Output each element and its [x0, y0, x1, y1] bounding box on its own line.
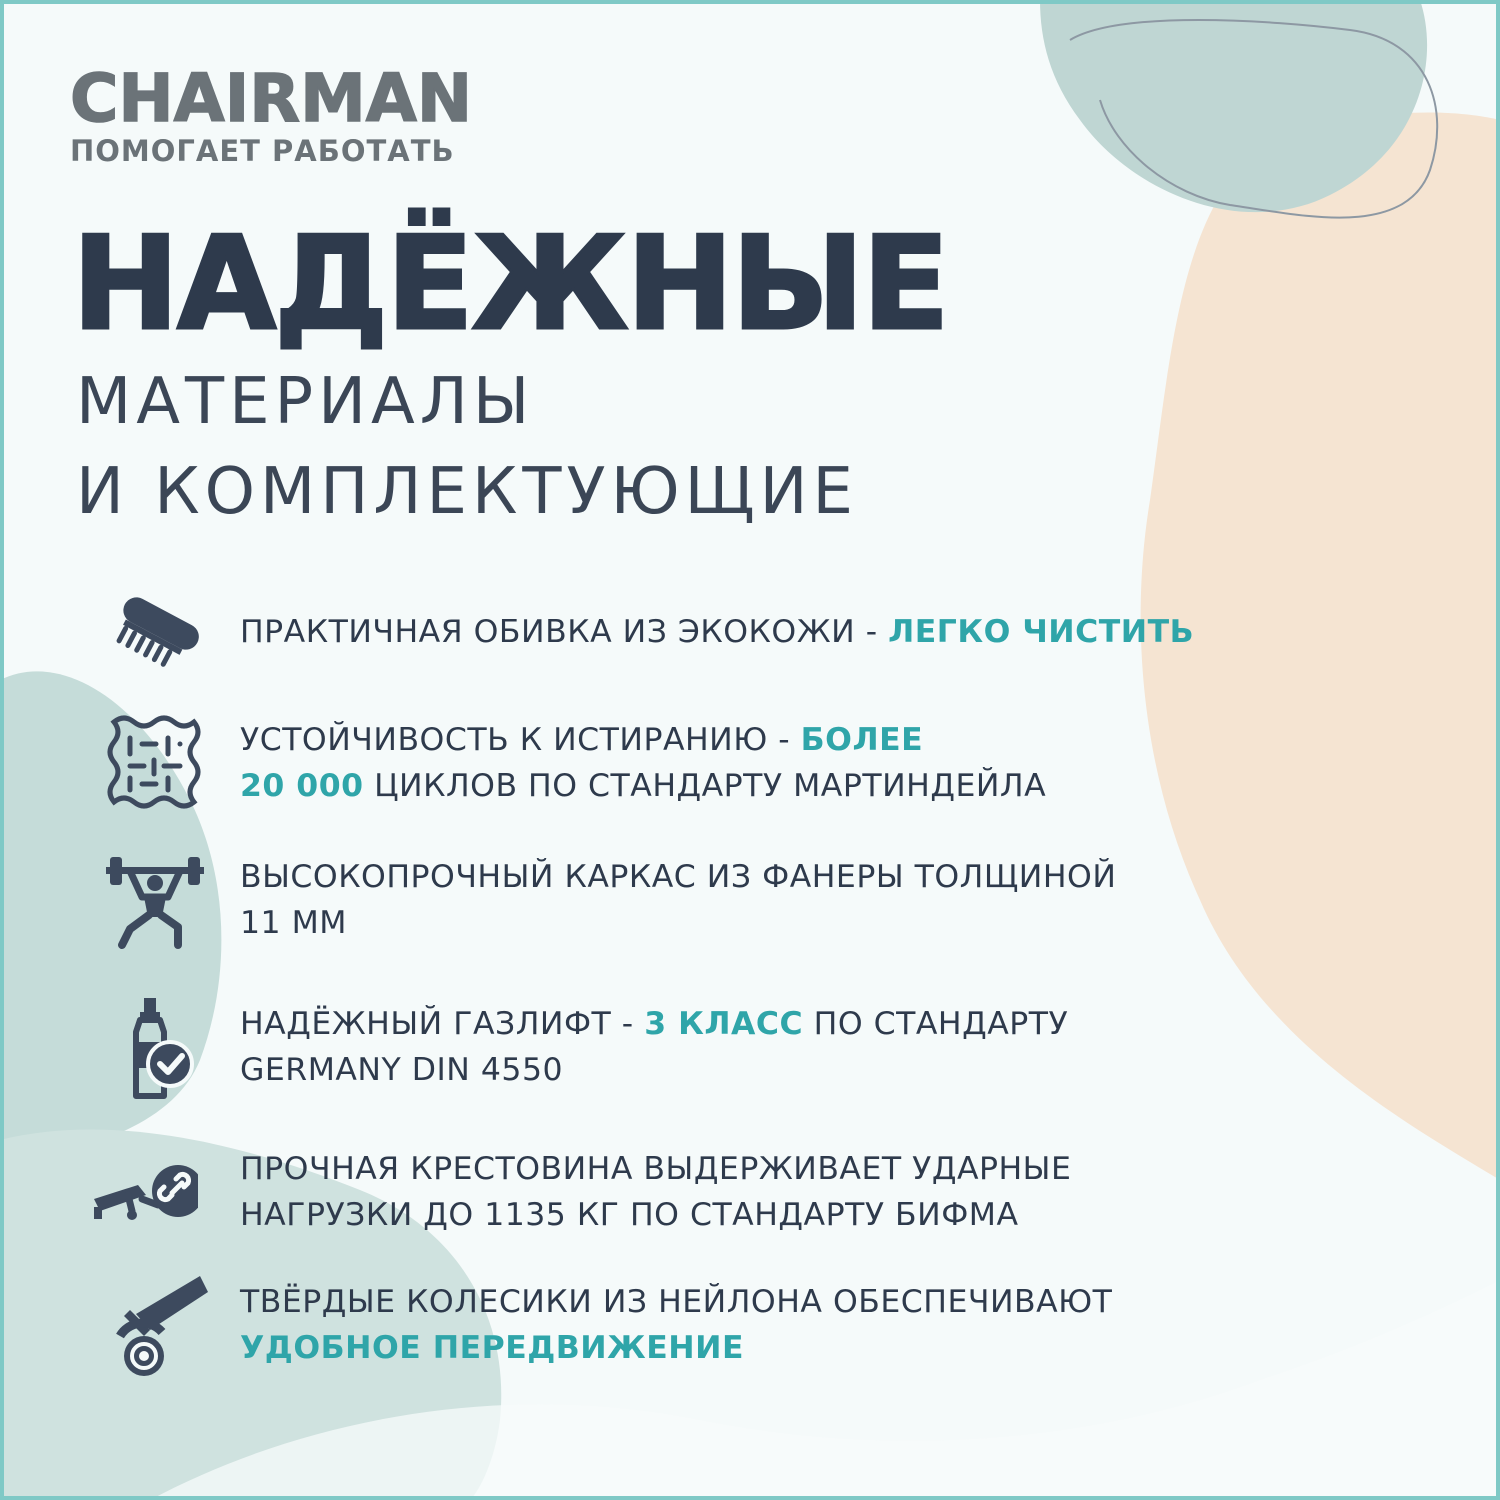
feature-text-part: ПРАКТИЧНАЯ ОБИВКА ИЗ ЭКОКОЖИ - [240, 614, 889, 650]
chair-base-link-icon [88, 1137, 198, 1247]
feature-text-part: УСТОЙЧИВОСТЬ К ИСТИРАНИЮ - [240, 722, 801, 758]
brand-name: CHAIRMAN [70, 60, 473, 137]
feature-highlight: ЛЕГКО ЧИСТИТЬ [888, 614, 1195, 650]
feature-line [240, 1047, 1420, 1093]
feature-text-part: ВЫСОКОПРОЧНЫЙ КАРКАС ИЗ ФАНЕРЫ ТОЛЩИНОЙ [240, 859, 1117, 895]
feature-line [240, 854, 1420, 900]
feature-text [240, 1146, 1420, 1238]
feature-highlight: 3 КЛАСС [644, 1006, 804, 1042]
brush-icon [100, 585, 210, 695]
feature-text [240, 854, 1420, 946]
feature-text [240, 717, 1420, 809]
fabric-texture-icon [100, 708, 210, 818]
feature-text-part: ЦИКЛОВ ПО СТАНДАРТУ МАРТИНДЕЙЛА [363, 768, 1047, 804]
weightlifter-icon [100, 845, 210, 955]
feature-text-part: НАДЁЖНЫЙ ГАЗЛИФТ - [240, 1006, 645, 1042]
feature-highlight: 20 000 [240, 768, 364, 804]
feature-line [240, 1001, 1420, 1047]
feature-line [240, 609, 1420, 655]
feature-text-part: НАГРУЗКИ ДО 1135 КГ ПО СТАНДАРТУ БИФМА [240, 1197, 1019, 1233]
feature-text-part: ПРОЧНАЯ КРЕСТОВИНА ВЫДЕРЖИВАЕТ УДАРНЫЕ [240, 1151, 1072, 1187]
gas-cylinder-check-icon [100, 992, 210, 1102]
feature-line [240, 1325, 1420, 1371]
feature-highlight: УДОБНОЕ ПЕРЕДВИЖЕНИЕ [240, 1330, 744, 1366]
feature-text-part: ПО СТАНДАРТУ [803, 1006, 1069, 1042]
feature-highlight: БОЛЕЕ [800, 722, 924, 758]
feature-line [240, 1146, 1420, 1192]
headline-line-2: МАТЕРИАЛЫ [76, 365, 535, 439]
feature-text [240, 1279, 1420, 1371]
feature-text [240, 1001, 1420, 1093]
feature-line [240, 717, 1420, 763]
feature-text-part: 11 ММ [240, 905, 347, 941]
feature-text-part: ТВЁРДЫЕ КОЛЕСИКИ ИЗ НЕЙЛОНА ОБЕСПЕЧИВАЮТ [240, 1284, 1113, 1320]
feature-text [240, 609, 1420, 655]
feature-line [240, 763, 1420, 809]
caster-wheel-icon [100, 1270, 210, 1380]
feature-text-part: GERMANY DIN 4550 [240, 1052, 564, 1088]
feature-line [240, 1192, 1420, 1238]
headline-main: НАДЁЖНЫЕ [72, 210, 948, 359]
brand-tagline: ПОМОГАЕТ РАБОТАТЬ [70, 134, 455, 168]
brand-logo [70, 60, 473, 168]
feature-line [240, 1279, 1420, 1325]
headline-line-3: И КОМПЛЕКТУЮЩИЕ [76, 455, 858, 529]
feature-line [240, 900, 1420, 946]
